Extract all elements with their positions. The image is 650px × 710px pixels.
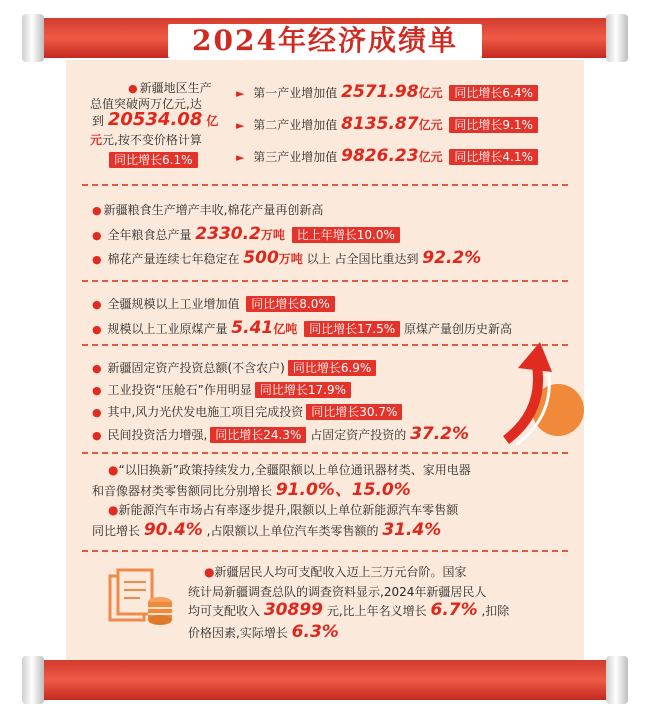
- gdp-line3: 到 20534.08 亿: [92, 109, 219, 130]
- divider: [82, 280, 568, 282]
- investment-row-1: ● 新疆固定资产投资总额(不含农户) 同比增长6.9%: [92, 360, 376, 377]
- income-line-a: ●新疆居民人均可支配收入迈上三万元台阶。国家: [204, 565, 467, 579]
- scroll-cap-right: [606, 14, 628, 62]
- gdp-line1: ● 新疆地区生产: [128, 80, 212, 97]
- divider: [82, 452, 568, 454]
- industry-row-1: ● 全疆规模以上工业增加值 同比增长8.0%: [92, 296, 335, 313]
- investment-row-4: ● 民间投资活力增强, 同比增长24.3% 占固定资产投资的 37.2%: [92, 426, 469, 444]
- cotton-row: ● 棉花产量连续七年稳定在 500万吨 以上 占全国比重达到 92.2%: [92, 250, 481, 268]
- investment-row-3: ● 其中,风力光伏发电施工项目完成投资 同比增长30.7%: [92, 404, 402, 421]
- tertiary-industry-row: ► 第三产业增加值 9826.23亿元 同比增长4.1%: [236, 148, 538, 166]
- scroll-cap-left: [22, 14, 44, 62]
- primary-industry-row: ► 第一产业增加值 2571.98亿元 同比增长6.4%: [236, 84, 538, 102]
- income-line-d: 价格因素,实际增长 6.3%: [188, 622, 339, 642]
- investment-row-2: ● 工业投资“压舱石”作用明显 同比增长17.9%: [92, 382, 351, 399]
- grain-row: ● 全年粮食总产量 2330.2万吨 比上年增长10.0%: [92, 226, 400, 244]
- consumption-p1-b: 和音像器材类零售额同比分别增长 91.0%、15.0%: [92, 480, 411, 500]
- gdp-line2: 总值突破两万亿元,达: [90, 97, 202, 111]
- divider: [82, 184, 568, 186]
- consumption-p2-a: ●新能源汽车市场占有率逐步提升,限额以上单位新能源汽车零售额: [108, 503, 459, 517]
- secondary-industry-row: ► 第二产业增加值 8135.87亿元 同比增长9.1%: [236, 116, 538, 134]
- industry-row-2: ● 规模以上工业原煤产量 5.41亿吨 同比增长17.5% 原煤产量创历史新高: [92, 320, 512, 338]
- scroll-cap-right: [606, 656, 628, 704]
- growth-arrow-icon: [496, 340, 586, 450]
- bottom-scroll-bar: [40, 660, 610, 700]
- income-line-b: 统计局新疆调查总队的调查资料显示,2024年新疆居民人: [188, 585, 487, 599]
- gdp-value: 20534.08: [107, 109, 203, 130]
- document-coins-icon: [106, 568, 176, 628]
- scroll-cap-left: [22, 656, 44, 704]
- consumption-p2-b: 同比增长 90.4% ,占限额以上单位汽车类零售额的 31.4%: [92, 520, 442, 540]
- income-line-c: 均可支配收入 30899 元,比上年名义增长 6.7% ,扣除: [188, 600, 510, 620]
- divider: [82, 550, 568, 552]
- gdp-line4: 元元,按不变价格计算: [90, 133, 202, 147]
- agri-head: ● 新疆粮食生产增产丰收,棉花产量再创新高: [92, 202, 323, 219]
- page-title: 2024年经济成绩单: [168, 24, 482, 58]
- gdp-badge: 同比增长6.1%: [106, 152, 198, 168]
- consumption-p1-a: ●“以旧换新”政策持续发力,全疆限额以上单位通讯器材类、家用电器: [108, 463, 471, 477]
